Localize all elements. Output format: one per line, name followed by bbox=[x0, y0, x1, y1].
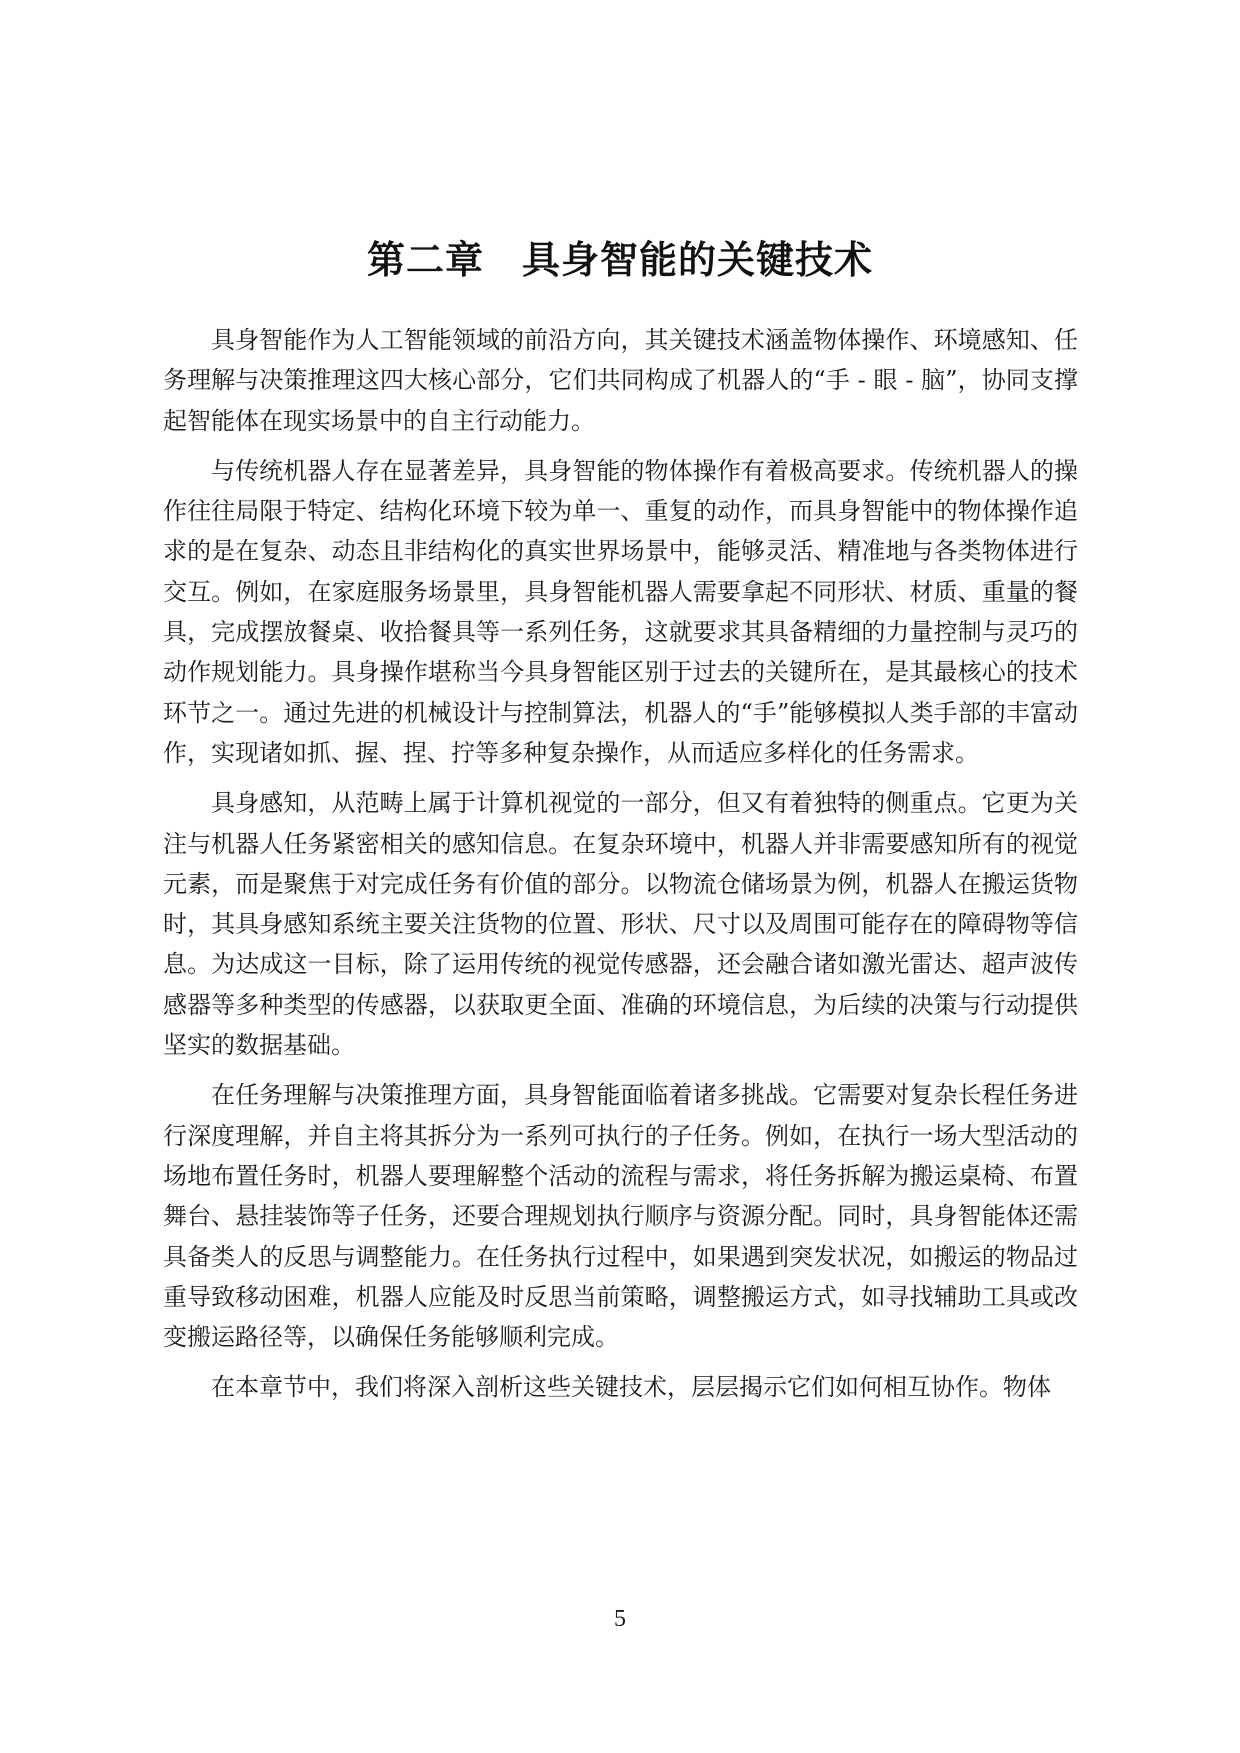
paragraph-task-reasoning: 在任务理解与决策推理方面，具身智能面临着诸多挑战。它需要对复杂长程任务进行深度理解，并自主将其拆分为一系列可执行的子任务。例如，在执行一场大型活动的场地布置任务时，机器人要理解整个活动的流程与需求，将任务拆解为搬运桌椅、布置舞台、悬挂装饰等子任务，还要合理规划执行顺序与资源分配。同时，具身智能体还需具备类人的反思与调整能力。在任务执行过程中，如果遇到突发状况，如搬运的物品过重导致移动困难，机器人应能及时反思当前策略，调整搬运方式，如寻找辅助工具或改变搬运路径等，以确保任务能够顺利完成。 bbox=[163, 1081, 1078, 1352]
paragraph-object-manipulation: 与传统机器人存在显著差异，具身智能的物体操作有着极高要求。传统机器人的操作往往局限于特定、结构化环境下较为单一、重复的动作，而具身智能中的物体操作追求的是在复杂、动态且非结构化的真实世界场景中，能够灵活、精准地与各类物体进行交互。例如，在家庭服务场景里，具身智能机器人需要拿起不同形状、材质、重量的餐具，完成摆放餐桌、收拾餐具等一系列任务，这就要求其具备精细的力量控制与灵巧的动作规划能力。具身操作堪称当今具身智能区别于过去的关键所在，是其最核心的技术环节之一。通过先进的机械设计与控制算法，机器人的“手”能够模拟人类手部的丰富动作，实现诸如抓、握、捏、拧等多种复杂操作，从而适应多样化的任务需求。 bbox=[163, 456, 1078, 767]
chapter-title-text: 具身智能的关键技术 bbox=[522, 238, 874, 282]
body-text bbox=[163, 320, 1078, 1418]
chapter-heading bbox=[0, 232, 1240, 288]
paragraph-intro: 具身智能作为人工智能领域的前沿方向，其关键技术涵盖物体操作、环境感知、任务理解与决策推理这四大核心部分，它们共同构成了机器人的“手 - 眼 - 脑”，协同支撑起智能体在现实场景中的自主行动能力。 bbox=[163, 326, 1078, 435]
paragraph-embodied-perception: 具身感知，从范畴上属于计算机视觉的一部分，但又有着独特的侧重点。它更为关注与机器人任务紧密相关的感知信息。在复杂环境中，机器人并非需要感知所有的视觉元素，而是聚焦于对完成任务有价值的部分。以物流仓储场景为例，机器人在搬运货物时，其具身感知系统主要关注货物的位置、形状、尺寸以及周围可能存在的障碍物等信息。为达成这一目标，除了运用传统的视觉传感器，还会融合诸如激光雷达、超声波传感器等多种类型的传感器，以获取更全面、准确的环境信息，为后续的决策与行动提供坚实的数据基础。 bbox=[163, 789, 1078, 1060]
page-number: 5 bbox=[614, 1606, 626, 1632]
chapter-number: 第二章 bbox=[366, 238, 484, 282]
paragraph-chapter-outline: 在本章节中，我们将深入剖析这些关键技术，层层揭示它们如何相互协作。物体 bbox=[211, 1373, 1051, 1402]
